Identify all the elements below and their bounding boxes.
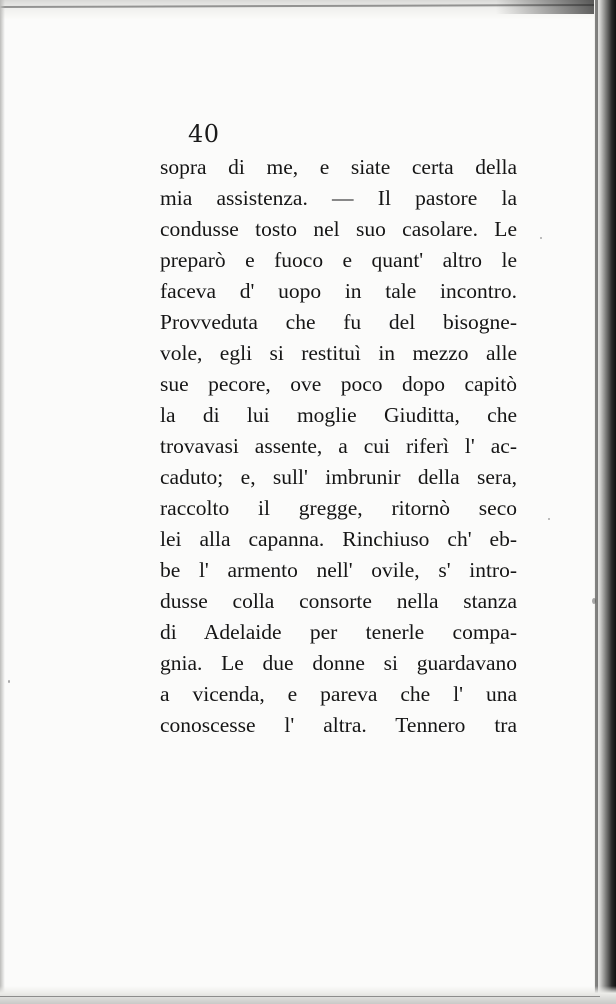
- text-line: preparò e fuoco e quant' altro le: [160, 248, 517, 272]
- text-line: mia assistenza. — Il pastore la: [160, 186, 517, 210]
- text-line: caduto; e, sull' imbrunir della sera,: [160, 465, 517, 489]
- text-line: Provveduta che fu del bisogne-: [160, 310, 517, 334]
- page-number: 40: [188, 120, 220, 148]
- body-text: [160, 152, 517, 741]
- binding-crease: [595, 0, 598, 1004]
- paper-speck: [548, 518, 550, 520]
- left-scan-edge: [0, 0, 5, 1004]
- text-line: conoscesse l' altra. Tennero tra: [160, 713, 517, 737]
- text-line: trovavasi assente, a cui riferì l' ac-: [160, 434, 517, 458]
- text-line: gnia. Le due donne si guardavano: [160, 651, 517, 675]
- text-line: la di lui moglie Giuditta, che: [160, 403, 517, 427]
- text-line: raccolto il gregge, ritornò seco: [160, 496, 517, 520]
- paper-speck: [592, 598, 596, 604]
- text-line: a vicenda, e pareva che l' una: [160, 682, 517, 706]
- text-line: sue pecore, ove poco dopo capitò: [160, 372, 517, 396]
- text-line: be l' armento nell' ovile, s' intro-: [160, 558, 517, 582]
- bottom-page-edge-line: [0, 996, 600, 997]
- paper-speck: [8, 680, 10, 683]
- text-line: lei alla capanna. Rinchiuso ch' eb-: [160, 527, 517, 551]
- text-line: vole, egli si restituì in mezzo alle: [160, 341, 517, 365]
- text-line: sopra di me, e siate certa della: [160, 155, 517, 179]
- text-line: faceva d' uopo in tale incontro.: [160, 279, 517, 303]
- bottom-scan-edge: [0, 986, 616, 1004]
- text-line: dusse colla consorte nella stanza: [160, 589, 517, 613]
- text-line: di Adelaide per tenerle compa-: [160, 620, 517, 644]
- paper-speck: [540, 237, 542, 239]
- text-line: condusse tosto nel suo casolare. Le: [160, 217, 517, 241]
